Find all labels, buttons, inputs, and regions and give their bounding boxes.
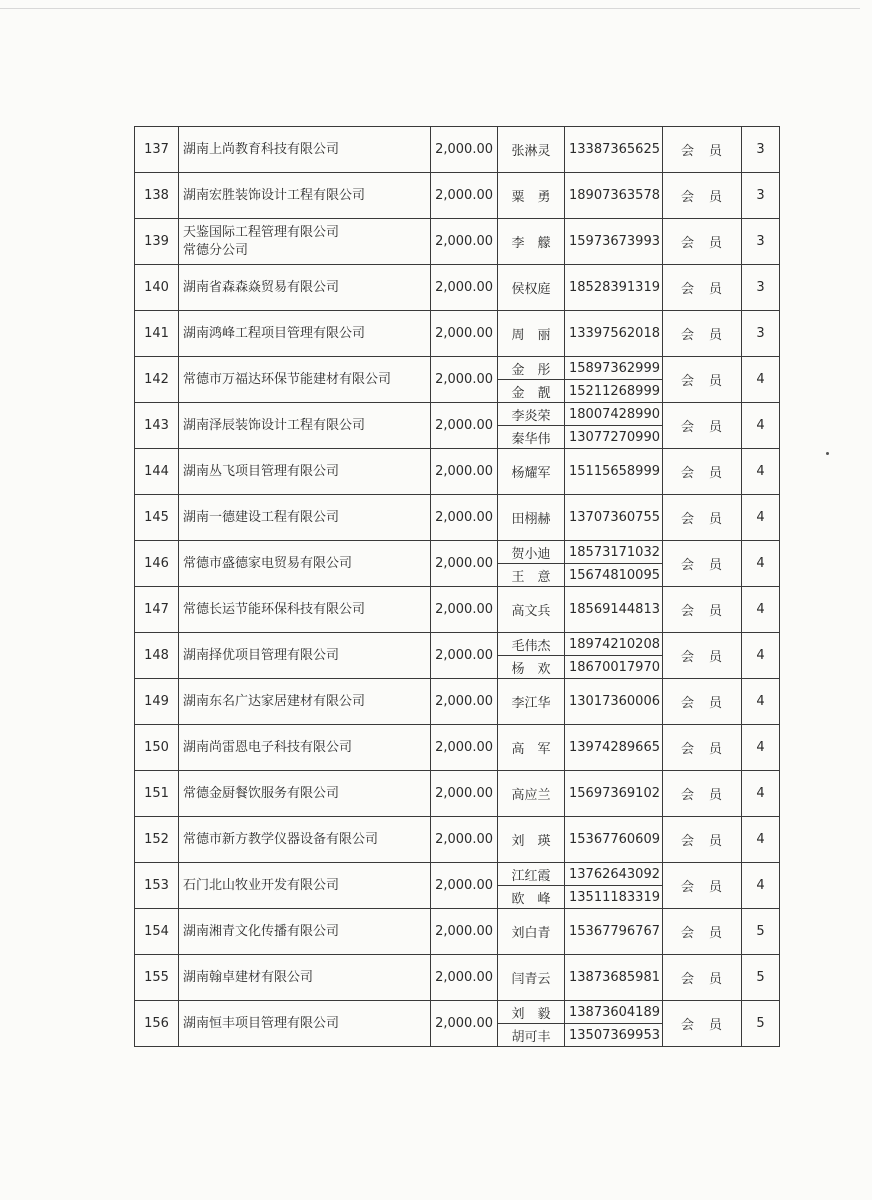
group-number: 4 [742,817,780,863]
company-name [179,909,431,955]
member-role: 会 员 [663,725,742,771]
member-role: 会 员 [663,127,742,173]
contact-name: 田栩赫 [498,495,565,541]
group-number: 4 [742,587,780,633]
contact-name: 毛伟杰 [498,633,565,656]
company-name-line: 湖南泽辰装饰设计工程有限公司 [183,417,366,433]
contact-phone: 18670017970 [565,656,663,679]
company-name-line: 湖南鸿峰工程项目管理有限公司 [183,325,366,341]
contact-phone: 13077270990 [565,426,663,449]
contact-phone: 13762643092 [565,863,663,886]
table-row [135,403,780,426]
membership-fee: 2,000.00 [431,265,498,311]
contact-name: 高 军 [498,725,565,771]
table-row [135,311,780,357]
membership-fee: 2,000.00 [431,679,498,725]
member-role: 会 员 [663,219,742,265]
row-number: 143 [135,403,179,449]
group-number: 4 [742,863,780,909]
member-role: 会 员 [663,265,742,311]
scan-speck [826,452,829,455]
company-name [179,863,431,909]
member-role: 会 员 [663,311,742,357]
company-name-line: 常德分公司 [183,242,249,258]
membership-fee: 2,000.00 [431,587,498,633]
company-name [179,679,431,725]
company-name-line: 天鉴国际工程管理有限公司 [183,224,340,240]
contact-phone: 13873604189 [565,1001,663,1024]
membership-fee: 2,000.00 [431,955,498,1001]
membership-fee: 2,000.00 [431,863,498,909]
row-number: 149 [135,679,179,725]
company-name [179,541,431,587]
row-number: 138 [135,173,179,219]
company-name-line: 湖南省森森焱贸易有限公司 [183,279,340,295]
contact-name: 粟 勇 [498,173,565,219]
contact-name: 闫青云 [498,955,565,1001]
contact-phone: 18974210208 [565,633,663,656]
membership-fee: 2,000.00 [431,219,498,265]
membership-fee: 2,000.00 [431,127,498,173]
contact-name: 江红霞 [498,863,565,886]
contact-phone: 15674810095 [565,564,663,587]
member-role: 会 员 [663,1001,742,1047]
row-number: 152 [135,817,179,863]
member-role: 会 员 [663,449,742,495]
contact-name: 欧 峰 [498,886,565,909]
row-number: 146 [135,541,179,587]
membership-fee: 2,000.00 [431,449,498,495]
table-row [135,633,780,656]
group-number: 4 [742,725,780,771]
group-number: 3 [742,265,780,311]
member-role: 会 员 [663,495,742,541]
company-name [179,495,431,541]
company-name [179,587,431,633]
row-number: 154 [135,909,179,955]
contact-name: 金 靓 [498,380,565,403]
row-number: 150 [135,725,179,771]
member-role: 会 员 [663,633,742,679]
member-role: 会 员 [663,403,742,449]
table-row [135,863,780,886]
contact-name: 张淋灵 [498,127,565,173]
row-number: 145 [135,495,179,541]
contact-name: 刘 毅 [498,1001,565,1024]
group-number: 5 [742,955,780,1001]
contact-name: 侯权庭 [498,265,565,311]
group-number: 4 [742,771,780,817]
company-name-line: 石门北山牧业开发有限公司 [183,877,340,893]
row-number: 141 [135,311,179,357]
contact-name: 杨耀军 [498,449,565,495]
group-number: 4 [742,449,780,495]
company-name [179,633,431,679]
contact-name: 李炎荣 [498,403,565,426]
row-number: 147 [135,587,179,633]
table-row [135,495,780,541]
contact-phone: 13707360755 [565,495,663,541]
group-number: 3 [742,173,780,219]
membership-fee: 2,000.00 [431,633,498,679]
table-row [135,357,780,380]
company-name-line: 湖南尚雷恩电子科技有限公司 [183,739,353,755]
group-number: 3 [742,127,780,173]
member-role: 会 员 [663,909,742,955]
company-name [179,173,431,219]
company-name-line: 湖南宏胜装饰设计工程有限公司 [183,187,366,203]
membership-fee: 2,000.00 [431,403,498,449]
company-name [179,817,431,863]
company-name-line: 常德市新方教学仪器设备有限公司 [183,831,379,847]
company-name [179,357,431,403]
company-name-line: 湖南湘青文化传播有限公司 [183,923,340,939]
company-name-line: 常德市万福达环保节能建材有限公司 [183,371,392,387]
member-role: 会 员 [663,587,742,633]
row-number: 148 [135,633,179,679]
contact-name: 王 意 [498,564,565,587]
company-name [179,219,431,265]
company-name-line: 湖南丛飞项目管理有限公司 [183,463,340,479]
contact-phone: 15973673993 [565,219,663,265]
membership-fee: 2,000.00 [431,1001,498,1047]
table-row [135,1001,780,1024]
membership-fee: 2,000.00 [431,771,498,817]
row-number: 140 [135,265,179,311]
company-name [179,403,431,449]
contact-phone: 13397562018 [565,311,663,357]
company-name-line: 湖南一德建设工程有限公司 [183,509,340,525]
contact-name: 李 艨 [498,219,565,265]
contact-name: 胡可丰 [498,1024,565,1047]
row-number: 153 [135,863,179,909]
company-name [179,311,431,357]
membership-fee: 2,000.00 [431,173,498,219]
contact-name: 高应兰 [498,771,565,817]
company-name-line: 湖南翰卓建材有限公司 [183,969,314,985]
company-name [179,265,431,311]
group-number: 4 [742,495,780,541]
membership-fee: 2,000.00 [431,357,498,403]
member-role: 会 员 [663,863,742,909]
contact-phone: 15367760609 [565,817,663,863]
contact-phone: 13017360006 [565,679,663,725]
contact-phone: 18569144813 [565,587,663,633]
group-number: 4 [742,633,780,679]
row-number: 137 [135,127,179,173]
contact-phone: 13507369953 [565,1024,663,1047]
membership-fee: 2,000.00 [431,541,498,587]
membership-fee: 2,000.00 [431,909,498,955]
company-name-line: 湖南东名广达家居建材有限公司 [183,693,366,709]
member-table-body [135,127,780,1047]
membership-fee: 2,000.00 [431,311,498,357]
contact-phone: 15115658999 [565,449,663,495]
group-number: 4 [742,541,780,587]
group-number: 4 [742,357,780,403]
group-number: 3 [742,311,780,357]
row-number: 139 [135,219,179,265]
company-name [179,449,431,495]
group-number: 5 [742,909,780,955]
row-number: 151 [135,771,179,817]
table-row [135,127,780,173]
company-name [179,127,431,173]
contact-name: 周 丽 [498,311,565,357]
row-number: 144 [135,449,179,495]
company-name-line: 常德金厨餐饮服务有限公司 [183,785,340,801]
company-name [179,955,431,1001]
membership-fee: 2,000.00 [431,725,498,771]
contact-name: 李江华 [498,679,565,725]
contact-phone: 13873685981 [565,955,663,1001]
table-row [135,909,780,955]
contact-phone: 18907363578 [565,173,663,219]
contact-phone: 15897362999 [565,357,663,380]
group-number: 3 [742,219,780,265]
member-table [134,126,780,1047]
contact-phone: 15697369102 [565,771,663,817]
contact-name: 刘白青 [498,909,565,955]
table-row [135,449,780,495]
table-row [135,219,780,265]
company-name-line: 湖南恒丰项目管理有限公司 [183,1015,340,1031]
membership-fee: 2,000.00 [431,495,498,541]
contact-name: 刘 瑛 [498,817,565,863]
table-row [135,955,780,1001]
contact-name: 高文兵 [498,587,565,633]
table-row [135,817,780,863]
company-name [179,771,431,817]
row-number: 156 [135,1001,179,1047]
group-number: 4 [742,679,780,725]
contact-phone: 13511183319 [565,886,663,909]
member-role: 会 员 [663,817,742,863]
member-role: 会 员 [663,679,742,725]
table-row [135,541,780,564]
contact-phone: 15367796767 [565,909,663,955]
company-name-line: 湖南择优项目管理有限公司 [183,647,340,663]
company-name-line: 湖南上尚教育科技有限公司 [183,141,340,157]
contact-phone: 15211268999 [565,380,663,403]
membership-fee: 2,000.00 [431,817,498,863]
member-role: 会 员 [663,541,742,587]
company-name [179,725,431,771]
contact-phone: 18007428990 [565,403,663,426]
table-row [135,725,780,771]
group-number: 4 [742,403,780,449]
member-role: 会 员 [663,771,742,817]
member-role: 会 员 [663,357,742,403]
group-number: 5 [742,1001,780,1047]
contact-name: 杨 欢 [498,656,565,679]
row-number: 155 [135,955,179,1001]
row-number: 142 [135,357,179,403]
page-top-rule [0,8,860,9]
contact-phone: 13974289665 [565,725,663,771]
contact-name: 贺小迪 [498,541,565,564]
table-row [135,587,780,633]
member-role: 会 员 [663,955,742,1001]
contact-name: 秦华伟 [498,426,565,449]
member-role: 会 员 [663,173,742,219]
company-name-line: 常德市盛德家电贸易有限公司 [183,555,353,571]
table-row [135,173,780,219]
contact-phone: 13387365625 [565,127,663,173]
company-name-line: 常德长运节能环保科技有限公司 [183,601,366,617]
company-name [179,1001,431,1047]
contact-phone: 18573171032 [565,541,663,564]
table-row [135,771,780,817]
contact-phone: 18528391319 [565,265,663,311]
table-row [135,265,780,311]
contact-name: 金 彤 [498,357,565,380]
table-row [135,679,780,725]
